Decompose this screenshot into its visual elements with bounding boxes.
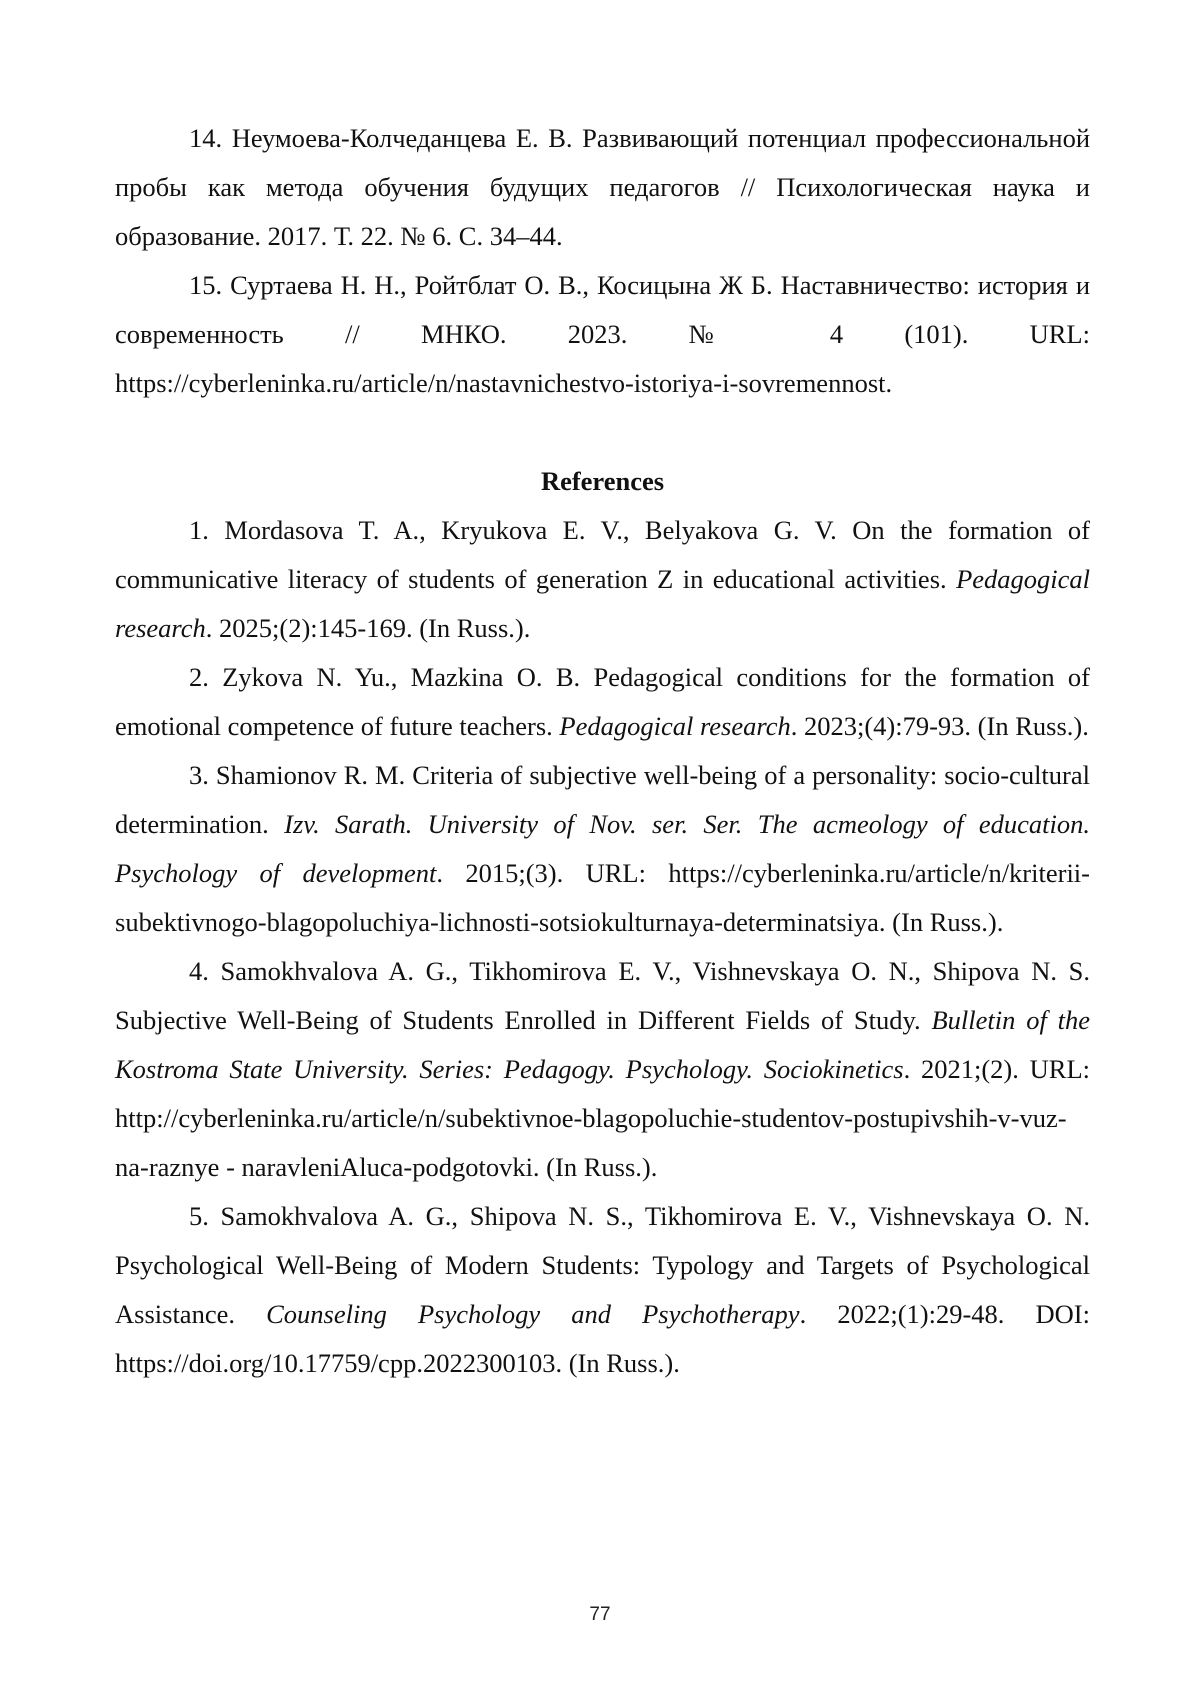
page-body <box>115 114 1090 1388</box>
reference-item-14: 14. Неумоева-Колчеданцева Е. В. Развивающий потенциал профессиональной пробы как метода обучения будущих педагогов // Психологическая наука и образование. 2017. Т. 22. № 6. С. 34–44. <box>115 123 1090 251</box>
reference-item-en-2: 2. Zykova N. Yu., Mazkina O. B. Pedagogical conditions for the formation of emotional competence of future teachers. Pedagogical research. 2023;(4):79-93. (In Russ.). <box>115 662 1090 741</box>
page-number: 77 <box>589 1604 611 1625</box>
journal-title: Bulletin of the Kostroma State University. Series: Pedagogy. Psychology. Sociokinetics <box>115 1005 1090 1084</box>
references-heading: References <box>540 466 665 496</box>
journal-title: Counseling Psychology and Psychotherapy <box>266 1299 800 1329</box>
journal-title: Pedagogical research <box>559 711 791 741</box>
journal-title: Pedagogical research <box>115 564 1090 643</box>
reference-item-en-4: 4. Samokhvalova A. G., Tikhomirova E. V., Vishnevskaya O. N., Shipova N. S. Subjective Well-Being of Students Enrolled in Different Fields of Study. Bulletin of the Kostroma State University. Series: Pedagogy. Psychology. Sociokinetics. 2021;(2). URL: http://cyberleninka.ru/article/n/subektivnoe-blagopoluchie-studentov-postupivshih-v-vuz-na-raznye - naravleniAluca-podgotovki. (In Russ.). <box>115 956 1090 1182</box>
reference-item-15: 15. Суртаева Н. Н., Ройтблат О. В., Косицына Ж Б. Наставничество: история и современность // МНКО. 2023. № 4 (101). URL: https://cyberleninka.ru/article/n/nastavnichestvo-istoriya-i-sovremennost. <box>115 270 1090 398</box>
reference-item-en-1: 1. Mordasova T. A., Kryukova E. V., Belyakova G. V. On the formation of communicative literacy of students of generation Z in educational activities. Pedagogical research. 2025;(2):145-169. (In Russ.). <box>115 515 1090 643</box>
journal-title: Izv. Sarath. University of Nov. ser. Ser. The acmeology of education. Psychology of development <box>115 809 1090 888</box>
reference-item-en-5: 5. Samokhvalova A. G., Shipova N. S., Tikhomirova E. V., Vishnevskaya O. N. Psychological Well-Being of Modern Students: Typology and Targets of Psychological Assistance. Counseling Psychology and Psychotherapy. 2022;(1):29-48. DOI: https://doi.org/10.17759/cpp.2022300103. (In Russ.). <box>115 1201 1090 1378</box>
reference-item-en-3: 3. Shamionov R. M. Criteria of subjective well-being of a personality: socio-cultural determination. Izv. Sarath. University of Nov. ser. Ser. The acmeology of education. Psychology of development. 2015;(3). URL: https://cyberleninka.ru/article/n/kriterii-subektivnogo-blagopoluchiya-lichnosti-sotsiokulturnaya-determinatsiya. (In Russ.). <box>115 760 1090 937</box>
